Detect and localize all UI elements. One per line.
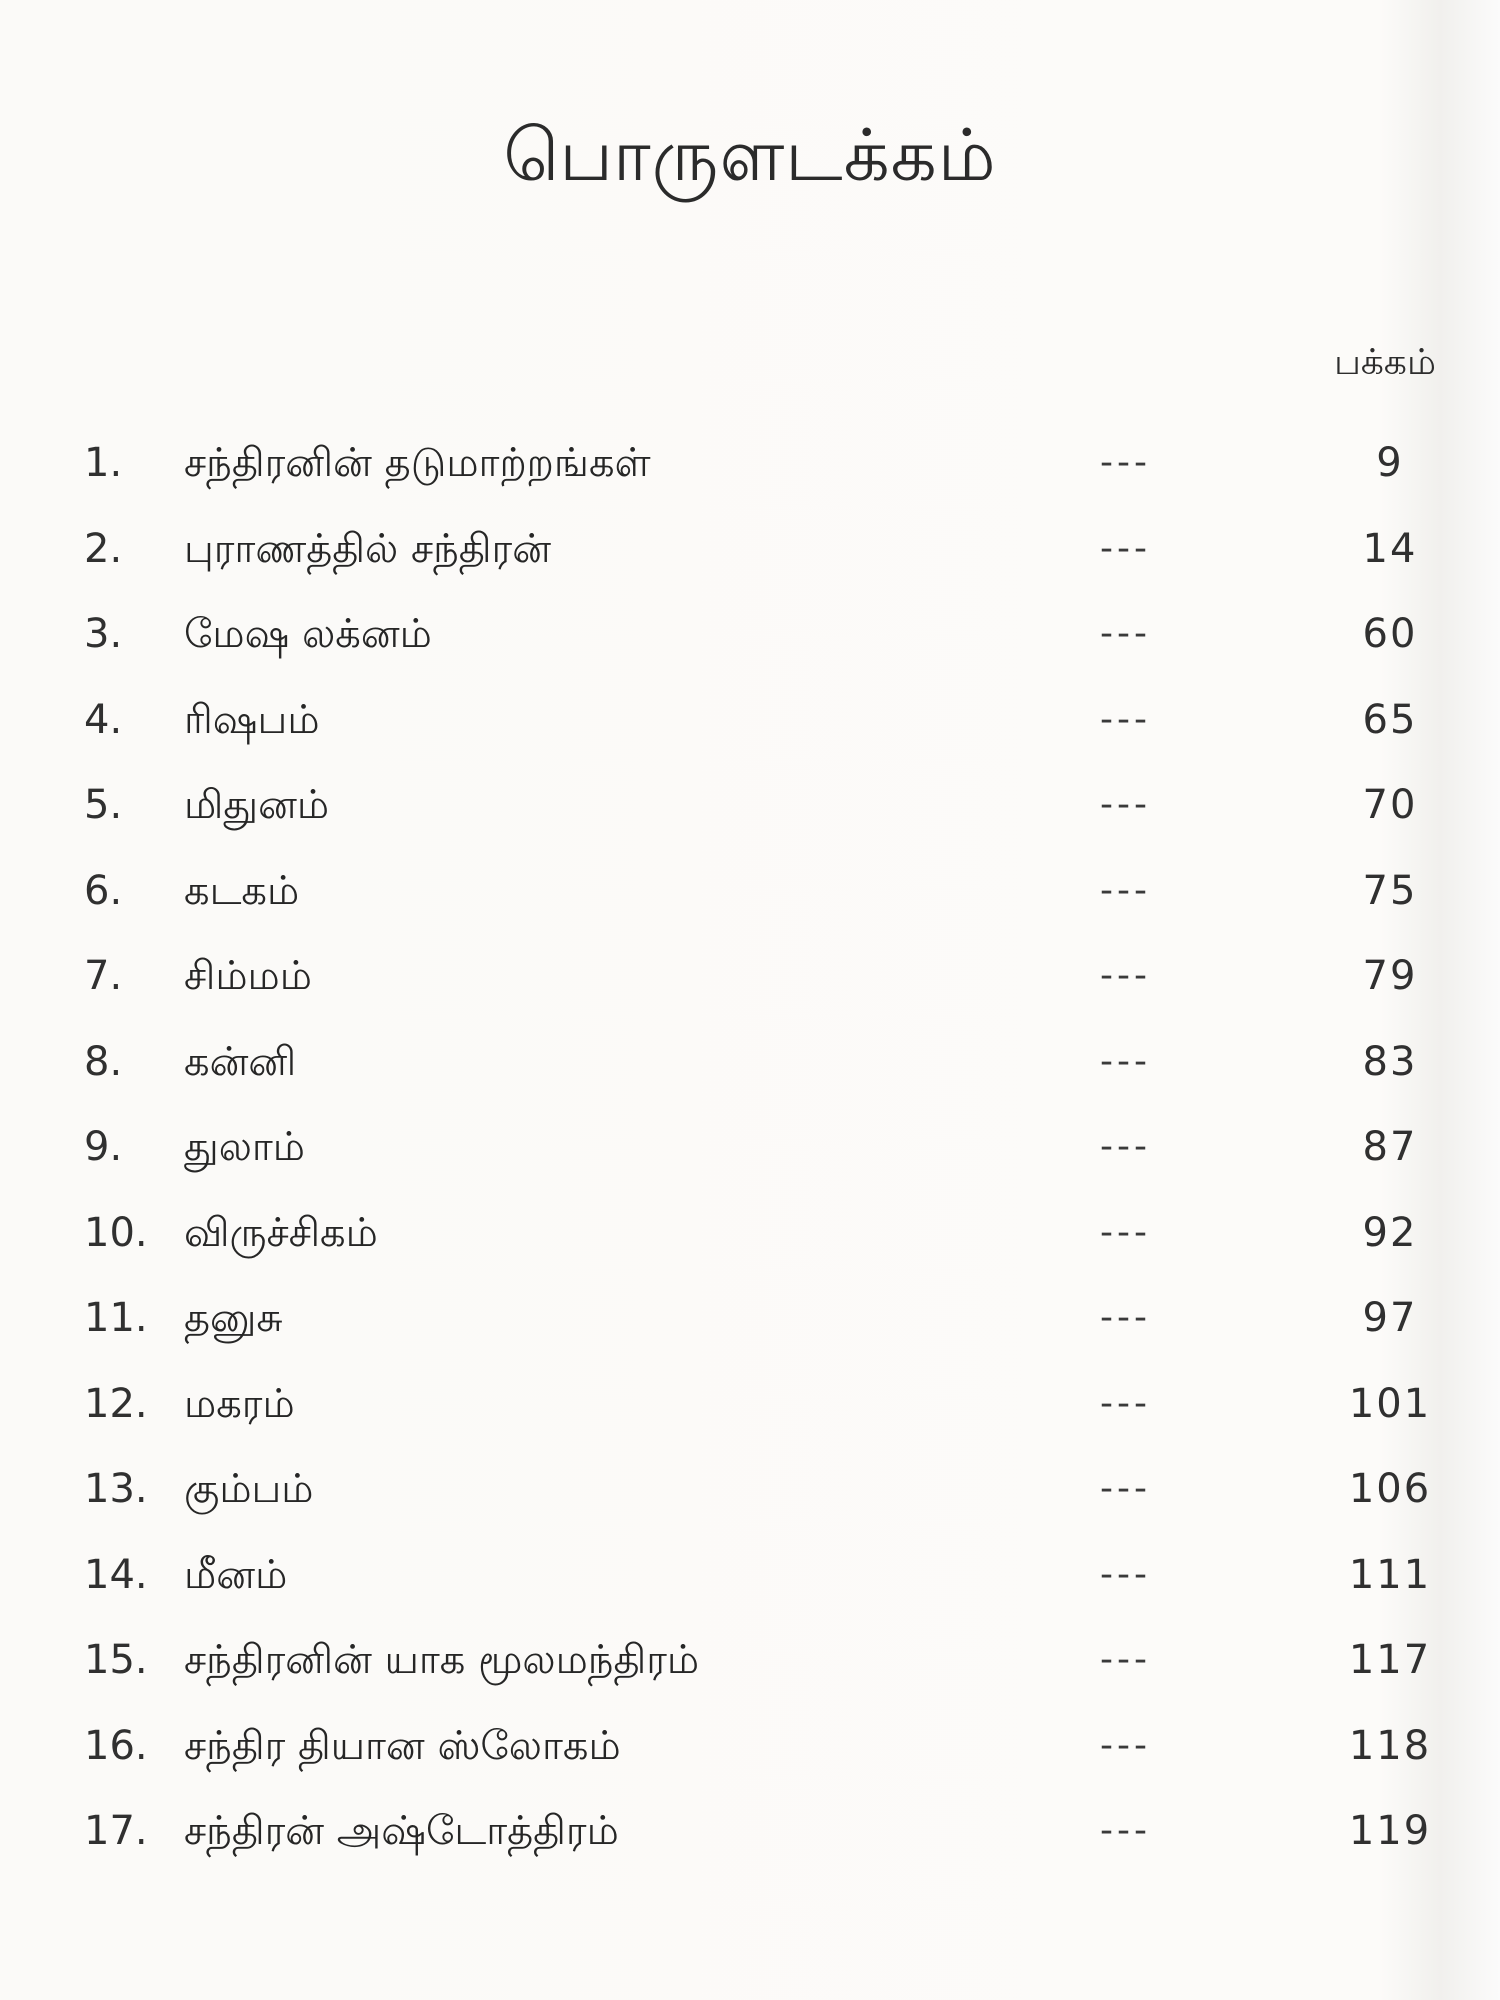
toc-entry-separator: --- bbox=[1100, 1211, 1151, 1253]
toc-entry-title: ரிஷபம் bbox=[184, 696, 320, 743]
toc-entry-separator: --- bbox=[1100, 1553, 1151, 1595]
toc-entry-title: விருச்சிகம் bbox=[184, 1209, 378, 1256]
toc-entry-separator: --- bbox=[1100, 1040, 1151, 1082]
toc-entry-page-number: 79 bbox=[1362, 953, 1418, 999]
toc-entry-page-number: 101 bbox=[1348, 1380, 1432, 1427]
toc-entry-page-number: 9 bbox=[1376, 440, 1404, 486]
toc-entry-number: 12. bbox=[84, 1380, 148, 1427]
toc-entry bbox=[0, 770, 1500, 856]
toc-entry bbox=[0, 1112, 1500, 1198]
toc-entry bbox=[0, 1625, 1500, 1711]
toc-entry-page-number: 111 bbox=[1348, 1551, 1432, 1598]
toc-entry-page-number: 92 bbox=[1362, 1209, 1418, 1256]
toc-entry-separator: --- bbox=[1100, 1126, 1151, 1167]
toc-entry-page-number: 14 bbox=[1362, 525, 1418, 572]
toc-entry-number: 2. bbox=[84, 525, 123, 572]
toc-entry-separator: --- bbox=[1100, 1724, 1151, 1766]
toc-entry bbox=[0, 1283, 1500, 1369]
toc-entry bbox=[0, 1796, 1500, 1882]
toc-entry-title: சந்திர தியான ஸ்லோகம் bbox=[184, 1722, 621, 1769]
toc-entry-title: கன்னி bbox=[184, 1038, 297, 1085]
toc-entry-title: மகரம் bbox=[184, 1380, 295, 1427]
toc-entry-separator: --- bbox=[1100, 1468, 1151, 1509]
toc-entry bbox=[0, 1198, 1500, 1284]
toc-entry-number: 10. bbox=[84, 1209, 148, 1256]
toc-entry-title: சந்திரன் அஷ்டோத்திரம் bbox=[184, 1808, 619, 1854]
toc-entry-separator: --- bbox=[1100, 1297, 1151, 1338]
toc-entry bbox=[0, 1369, 1500, 1455]
toc-entry-title: மிதுனம் bbox=[184, 782, 330, 828]
toc-entry bbox=[0, 1027, 1500, 1113]
toc-entry-separator: --- bbox=[1100, 869, 1151, 911]
toc-entry-title: துலாம் bbox=[184, 1124, 305, 1170]
toc-entry-number: 17. bbox=[84, 1808, 148, 1854]
toc-entry-page-number: 83 bbox=[1362, 1038, 1418, 1085]
toc-entry-title: மேஷ லக்னம் bbox=[184, 611, 432, 657]
toc-entry bbox=[0, 1540, 1500, 1626]
toc-entry-number: 13. bbox=[84, 1466, 148, 1512]
page-number-column-header: பக்கம் bbox=[1334, 342, 1436, 383]
toc-entry-separator: --- bbox=[1100, 442, 1151, 483]
toc-entry-number: 7. bbox=[84, 953, 123, 999]
toc-entry-title: சந்திரனின் யாக மூலமந்திரம் bbox=[184, 1637, 700, 1683]
toc-entry-separator: --- bbox=[1100, 1810, 1151, 1851]
toc-entry-page-number: 117 bbox=[1348, 1637, 1432, 1683]
toc-entry-number: 8. bbox=[84, 1038, 123, 1085]
toc-entry bbox=[0, 1711, 1500, 1797]
toc-entry-page-number: 119 bbox=[1348, 1808, 1432, 1854]
toc-entry-number: 4. bbox=[84, 696, 123, 743]
toc-entry bbox=[0, 599, 1500, 685]
toc-entry-separator: --- bbox=[1100, 955, 1151, 996]
toc-entry-separator: --- bbox=[1100, 1382, 1151, 1424]
table-of-contents bbox=[0, 428, 1500, 1882]
toc-entry-title: கும்பம் bbox=[184, 1466, 314, 1512]
toc-entry bbox=[0, 428, 1500, 514]
toc-entry bbox=[0, 856, 1500, 942]
toc-entry-separator: --- bbox=[1100, 527, 1151, 569]
toc-entry-number: 3. bbox=[84, 611, 123, 657]
toc-entry-page-number: 70 bbox=[1362, 782, 1418, 828]
toc-entry-separator: --- bbox=[1100, 1639, 1151, 1680]
toc-entry-separator: --- bbox=[1100, 784, 1151, 825]
toc-entry-title: தனுசு bbox=[184, 1295, 283, 1341]
toc-entry-title: சிம்மம் bbox=[184, 953, 312, 999]
toc-entry-page-number: 60 bbox=[1362, 611, 1418, 657]
toc-entry-title: சந்திரனின் தடுமாற்றங்கள் bbox=[184, 440, 651, 486]
toc-entry bbox=[0, 514, 1500, 600]
toc-entry-page-number: 97 bbox=[1362, 1295, 1418, 1341]
toc-entry-page-number: 118 bbox=[1348, 1722, 1432, 1769]
toc-entry-number: 16. bbox=[84, 1722, 148, 1769]
toc-entry bbox=[0, 685, 1500, 771]
toc-entry-number: 1. bbox=[84, 440, 123, 486]
page-title: பொருளடக்கம் bbox=[503, 113, 997, 197]
toc-entry-page-number: 65 bbox=[1362, 696, 1418, 743]
toc-entry-separator: --- bbox=[1100, 698, 1151, 740]
toc-entry bbox=[0, 1454, 1500, 1540]
toc-entry-number: 11. bbox=[84, 1295, 148, 1341]
toc-entry-number: 6. bbox=[84, 867, 123, 914]
toc-entry-page-number: 75 bbox=[1362, 867, 1418, 914]
toc-entry-number: 5. bbox=[84, 782, 123, 828]
toc-entry-number: 15. bbox=[84, 1637, 148, 1683]
toc-entry-page-number: 87 bbox=[1362, 1124, 1418, 1170]
toc-entry-title: மீனம் bbox=[184, 1551, 288, 1598]
toc-entry-separator: --- bbox=[1100, 613, 1151, 654]
toc-entry bbox=[0, 941, 1500, 1027]
toc-entry-page-number: 106 bbox=[1348, 1466, 1432, 1512]
toc-entry-number: 9. bbox=[84, 1124, 123, 1170]
toc-entry-number: 14. bbox=[84, 1551, 148, 1598]
toc-entry-title: புராணத்தில் சந்திரன் bbox=[184, 525, 552, 572]
toc-entry-title: கடகம் bbox=[184, 867, 300, 914]
